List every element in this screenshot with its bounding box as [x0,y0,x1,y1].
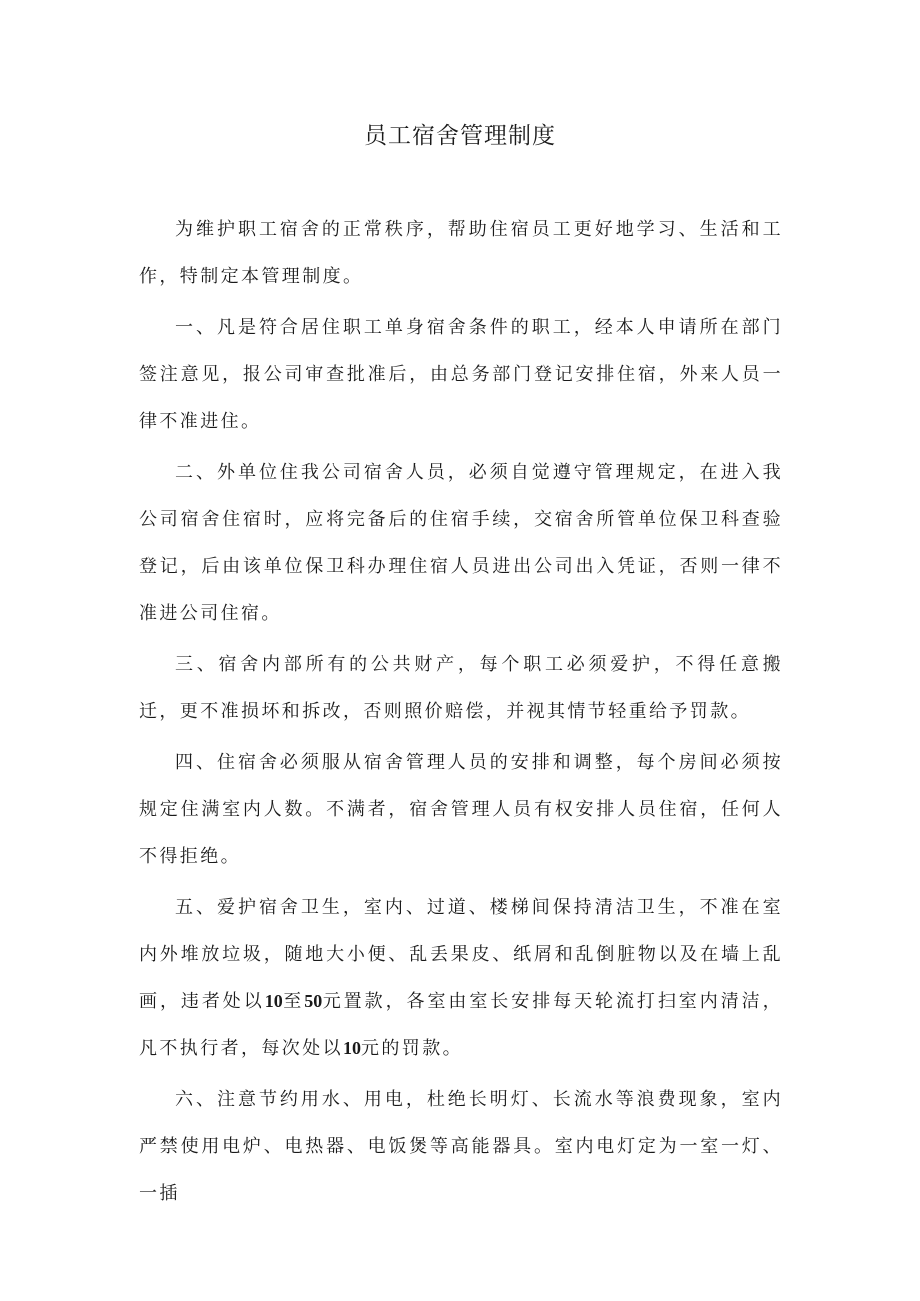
paragraph-article-2: 二、外单位住我公司宿舍人员，必须自觉遵守管理规定，在进入我公司宿舍住宿时，应将完备后的住宿手续，交宿舍所管单位保卫科查验登记，后由该单位保卫科办理住宿人员进出公司出入凭证，否则一律不准进公司住宿。 [139,462,783,624]
paragraph-article-6: 六、注意节约用水、用电，杜绝长明灯、长流水等浪费现象，室内严禁使用电炉、电热器、电饭煲等高能器具。室内电灯定为一室一灯、一插 [139,1089,783,1204]
paragraph-article-4: 四、住宿舍必须服从宿舍管理人员的安排和调整，每个房间必须按规定住满室内人数。不满者，宿舍管理人员有权安排人员住宿，任何人不得拒绝。 [139,752,783,867]
fine-amount-max: 50 [304,991,323,1011]
article-5-text-part3: 元置款，各室由室长安排每天轮流打扫室内清洁，凡不执行者，每次处以 [139,991,783,1059]
paragraph-intro: 为维护职工宿舍的正常秩序，帮助住宿员工更好地学习、生活和工作，特制定本管理制度。 [139,219,783,287]
paragraph-article-3: 三、宿舍内部所有的公共财产，每个职工必须爱护，不得任意搬迁，更不准损坏和拆改，否则照价赔偿，并视其情节轻重给予罚款。 [139,654,783,722]
document-body [139,206,783,1221]
paragraph-article-5 [139,884,783,1072]
article-5-text-part2: 至 [282,991,305,1012]
paragraph-article-1: 一、凡是符合居住职工单身宿舍条件的职工，经本人申请所在部门签注意见，报公司审查批准后，由总务部门登记安排住宿，外来人员一律不准进住。 [139,317,783,432]
document-title: 员工宿舍管理制度 [364,123,556,149]
article-5-text-part1: 五、爱护宿舍卫生，室内、过道、楼梯间保持清洁卫生，不准在室内外堆放垃圾，随地大小便、乱丢果皮、纸屑和乱倒脏物以及在墙上乱画，违者处以 [139,897,783,1012]
article-5-text-part4: 元的罚款。 [361,1038,463,1059]
fine-amount-min: 10 [264,991,283,1011]
fine-amount-cleaning: 10 [343,1038,361,1058]
